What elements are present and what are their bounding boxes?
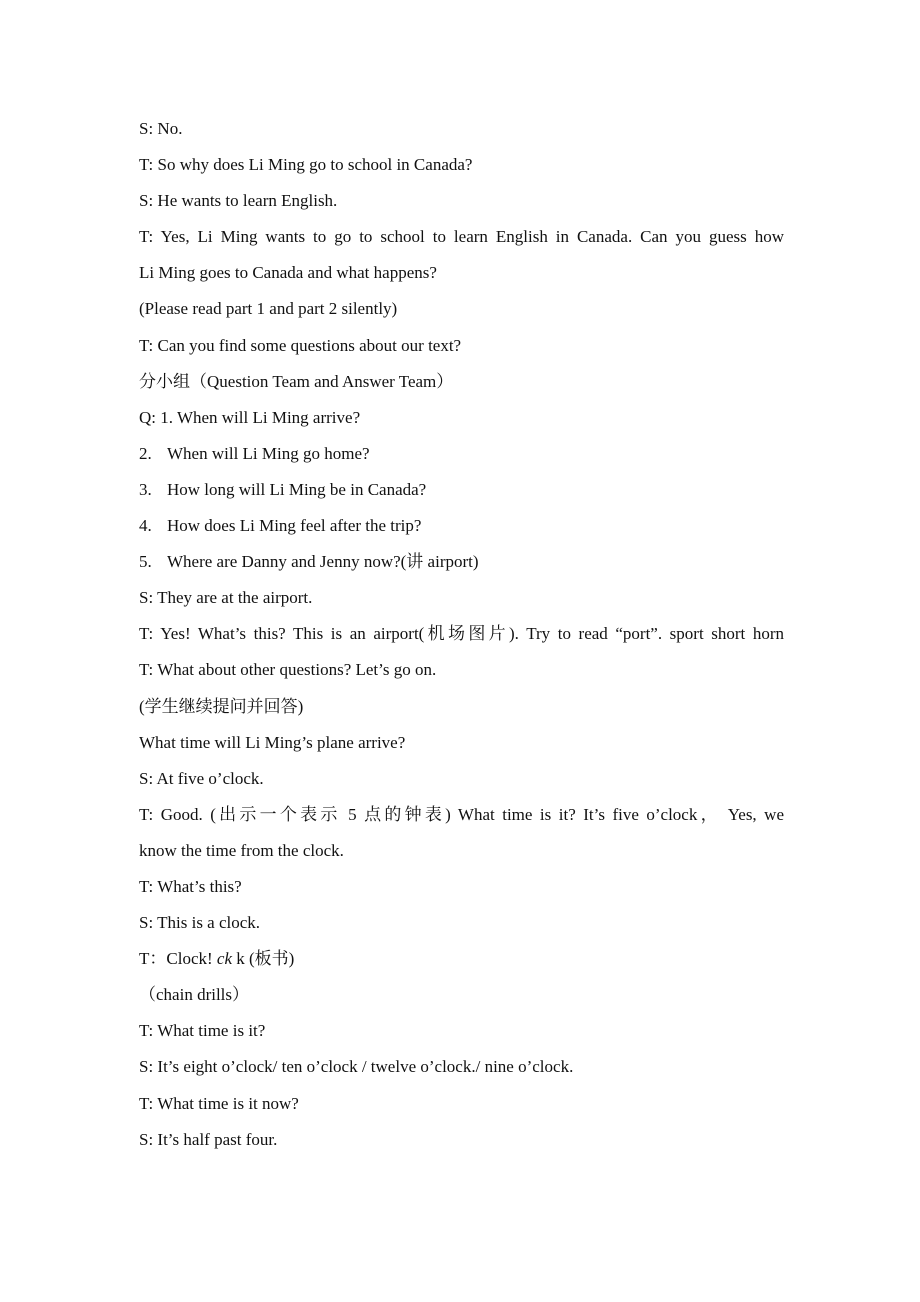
question-prefix: Q: [139, 407, 161, 427]
question-text: Where are Danny and Jenny now?(讲 airport) [167, 552, 479, 572]
text-segment: k (板书) [232, 949, 295, 969]
text-line: (学生继续提问并回答) [139, 696, 304, 716]
question-number: 4. [139, 516, 152, 536]
text-line: Li Ming goes to Canada and what happens? [139, 263, 437, 283]
text-line: T: So why does Li Ming go to school in Canada? [139, 155, 473, 175]
text-line: 分小组（Question Team and Answer Team） [139, 371, 454, 391]
text-line: T: Good. (出示一个表示 5 点的钟表) What time is it? It’s five o’clock， Yes, we [139, 804, 784, 824]
question-item [139, 550, 784, 586]
question-item [139, 406, 784, 442]
question-number: 2. [139, 443, 152, 463]
text-line: T: Yes! What’s this? This is an airport(机场图片). Try to read “port”. sport short horn [139, 624, 784, 644]
text-line: S: They are at the airport. [139, 588, 313, 608]
text-line: S: No. [139, 119, 183, 138]
text-line: S: At five o’clock. [139, 768, 264, 788]
question-text: How does Li Ming feel after the trip? [167, 516, 422, 536]
text-line: know the time from the clock. [139, 840, 344, 860]
text-segment: T：Clock! [139, 949, 217, 969]
text-line [139, 947, 784, 983]
text-line: S: This is a clock. [139, 913, 261, 933]
text-line: T: What time is it? [139, 1021, 266, 1041]
text-line: T: What about other questions? Let’s go on. [139, 660, 437, 680]
text-line: S: It’s half past four. [139, 1129, 278, 1149]
text-line: What time will Li Ming’s plane arrive? [139, 732, 406, 752]
question-text: How long will Li Ming be in Canada? [167, 479, 427, 499]
question-number: 5. [139, 552, 152, 572]
question-text: 1. When will Li Ming arrive? [160, 407, 361, 427]
lesson-transcript [139, 117, 784, 1164]
text-line: T: Yes, Li Ming wants to go to school to learn English in Canada. Can you guess how [139, 227, 784, 247]
text-line: T: What time is it now? [139, 1093, 299, 1113]
italic-text: ck [216, 949, 232, 969]
text-line: S: It’s eight o’clock/ ten o’clock / twelve o’clock./ nine o’clock. [139, 1057, 574, 1077]
text-line: （chain drills） [139, 985, 250, 1005]
question-text: When will Li Ming go home? [167, 443, 370, 463]
text-line: T: What’s this? [139, 876, 242, 896]
text-line: T: Can you find some questions about our text? [139, 335, 462, 355]
text-line: S: He wants to learn English. [139, 191, 338, 211]
question-item [139, 514, 784, 550]
question-item [139, 442, 784, 478]
question-item [139, 478, 784, 514]
text-line: (Please read part 1 and part 2 silently) [139, 299, 398, 319]
question-number: 3. [139, 479, 152, 499]
